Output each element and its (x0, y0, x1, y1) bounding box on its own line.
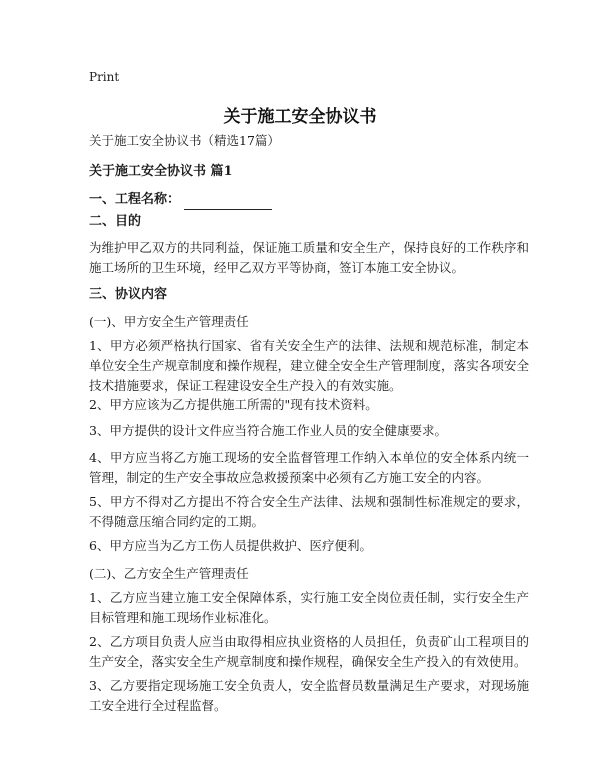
section-title: 关于施工安全协议书 篇1 (89, 164, 233, 179)
party-b-item-1: 1、乙方应当建立施工安全保障体系，实行施工安全岗位责任制，实行安全生产目标管理和施工现场作业标准化。 (89, 590, 529, 625)
heading-project-name (89, 189, 529, 210)
party-a-item-5: 5、甲方不得对乙方提出不符合安全生产法律、法规和强制性标准规定的要求，不得随意压缩合同约定的工期。 (89, 494, 529, 529)
document-subtitle: 关于施工安全协议书（精选17篇） (89, 133, 280, 148)
party-a-item-6: 6、甲方应当为乙方工伤人员提供救护、医疗便利。 (89, 538, 372, 553)
party-a-item-4: 4、甲方应当将乙方施工现场的安全监督管理工作纳入本单位的安全体系内统一管理，制定的生产安全事故应急救援预案中必须有乙方施工安全的内容。 (89, 450, 529, 485)
party-a-item-2: 2、甲方应该为乙方提供施工所需的"现有技术资料。 (89, 397, 378, 412)
heading-purpose: 二、目的 (89, 214, 142, 229)
party-b-item-3: 3、乙方要指定现场施工安全负责人，安全监督员数量满足生产要求，对现场施工安全进行全过程监督。 (89, 678, 529, 713)
project-name-blank (184, 195, 272, 210)
heading-content: 三、协议内容 (89, 287, 168, 302)
party-a-item-1: 1、甲方必须严格执行国家、省有关安全生产的法律、法规和规范标准，制定本单位安全生产规章制度和操作规程，建立健全安全生产管理制度，落实各项安全技术措施要求，保证工程建设安全生产投入的有效实施。 (89, 338, 529, 393)
document-title: 关于施工安全协议书 (223, 107, 377, 127)
purpose-paragraph: 为维护甲乙双方的共同利益，保证施工质量和安全生产，保持良好的工作秩序和施工场所的卫生环境，经甲乙双方平等协商，签订本施工安全协议。 (89, 240, 529, 275)
print-link[interactable]: Print (89, 70, 120, 84)
party-a-heading: (一)、甲方安全生产管理责任 (89, 314, 249, 329)
party-b-item-2: 2、乙方项目负责人应当由取得相应执业资格的人员担任，负责矿山工程项目的生产安全，落实安全生产规章制度和操作规程，确保安全生产投入的有效使用。 (89, 634, 529, 669)
party-a-item-3: 3、甲方提供的设计文件应当符合施工作业人员的安全健康要求。 (89, 423, 447, 438)
party-b-heading: (二)、乙方安全生产管理责任 (89, 566, 249, 581)
heading-project-name-text: 一、工程名称： (89, 192, 181, 207)
